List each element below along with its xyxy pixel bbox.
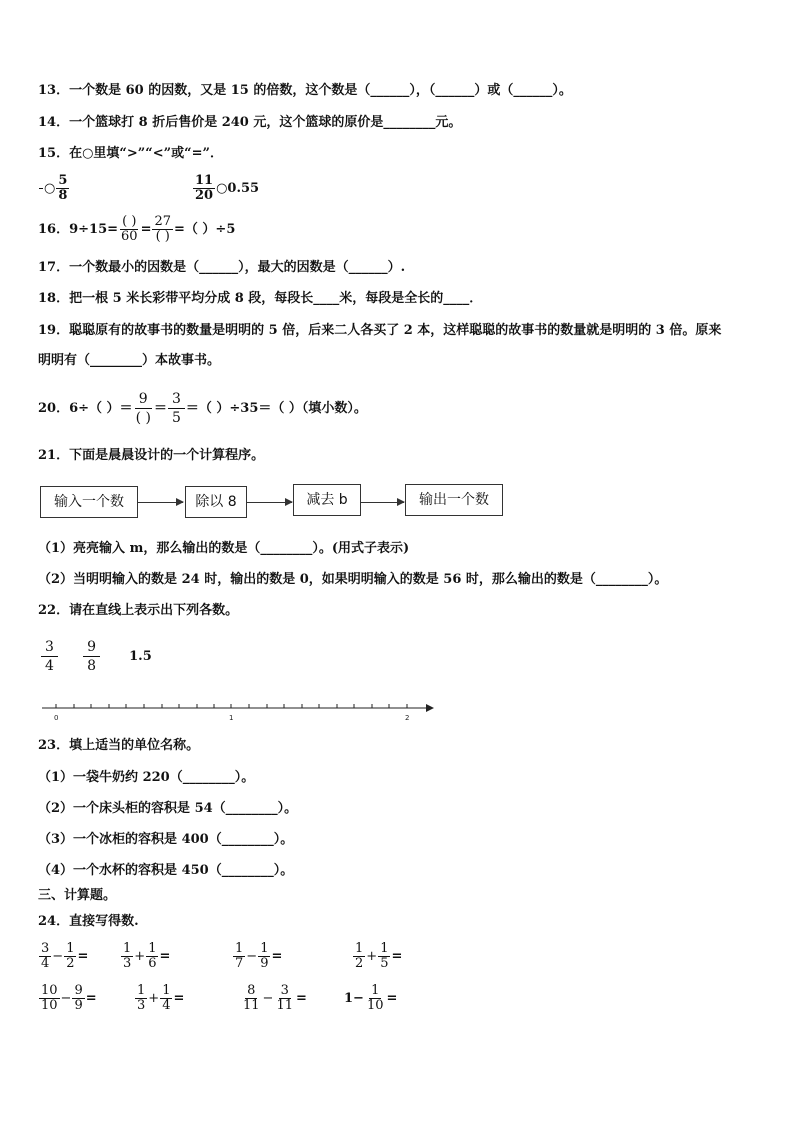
flow-arrow-icon	[137, 502, 183, 503]
question-23-item-1: （1）一袋牛奶约 220（________）。	[38, 770, 255, 785]
arrow-right-icon	[426, 704, 434, 712]
fraction: $\frac{1}{4}$	[162, 983, 171, 1013]
question-23-item-3: （3）一个冰柜的容积是 400（________）。	[38, 832, 294, 847]
question-19-line-1: 19．聪聪原有的故事书的数量是明明的 5 倍，后来二人各买了 2 本，这样聪聪的故事书的数量就是明明的 3 倍。原来	[38, 323, 722, 338]
question-19-line-2: 明明有（________）本故事书。	[38, 353, 221, 368]
fraction: $\frac{11}{20}$	[195, 173, 214, 203]
calc-item: $\frac{1}{7}$ − $\frac{1}{9}$ =	[235, 941, 283, 971]
calc-item: 1− $\frac{1}{10}$ =	[344, 983, 398, 1013]
question-20: 20．6÷（ ）＝ $\frac{9}{( )}$ ＝ $\frac{3}{5}$ ＝（ ）÷35＝（ ）（填小数）。	[38, 391, 367, 426]
fraction	[39, 188, 43, 189]
fraction: $\frac{8}{11}$	[243, 983, 260, 1013]
question-16: 16．9÷15= $\frac{( )}{60}$ = $\frac{27}{( )}$ =（ ）÷5	[38, 214, 236, 244]
tick-label-1: 1	[229, 714, 234, 722]
number-line[interactable]	[38, 698, 438, 728]
question-15-stem: 15．在○里填“>”“<”或“=”．	[38, 146, 223, 161]
fraction: $\frac{3}{4}$	[41, 941, 50, 971]
calc-item: $\frac{10}{10}$ − $\frac{9}{9}$ =	[41, 983, 97, 1013]
fraction: $\frac{9}{9}$	[74, 983, 83, 1013]
flow-box-divide: 除以 8	[185, 486, 247, 518]
number-line-ticks	[56, 704, 407, 708]
question-14: 14．一个篮球打 8 折后售价是 240 元，这个篮球的原价是________元。	[38, 115, 462, 130]
question-15-item-a: ○ $\frac{5}{8}$	[38, 174, 70, 203]
fraction: $\frac{3}{4}$	[41, 638, 58, 675]
question-17: 17．一个数最小的因数是（______），最大的因数是（______）.	[38, 260, 406, 275]
fraction: $\frac{9}{8}$	[83, 638, 100, 675]
tick-label-0: 0	[54, 714, 59, 722]
section-title-calc: 三、计算题。	[38, 888, 117, 903]
flow-box-subtract: 减去 b	[293, 484, 361, 516]
fraction: $\frac{1}{2}$	[355, 941, 364, 971]
fraction: $\frac{1}{9}$	[260, 941, 269, 971]
fraction: $\frac{( )}{60}$	[121, 214, 138, 244]
question-15-item-b: $\frac{11}{20}$ ○0.55	[195, 173, 260, 203]
fraction: $\frac{1}{10}$	[366, 983, 384, 1013]
question-22-stem: 22．请在直线上表示出下列各数。	[38, 603, 239, 618]
calc-item: $\frac{8}{11}$ − $\frac{3}{11}$ =	[243, 983, 307, 1013]
fraction: $\frac{3}{5}$	[168, 390, 185, 427]
fraction: $\frac{1}{3}$	[137, 983, 146, 1013]
tick-label-2: 2	[405, 714, 410, 722]
flow-box-output: 输出一个数	[405, 484, 503, 516]
calc-item: $\frac{3}{4}$ − $\frac{1}{2}$ =	[41, 941, 89, 971]
question-21-stem: 21．下面是晨晨设计的一个计算程序。	[38, 448, 265, 463]
fraction: $\frac{10}{10}$	[41, 983, 58, 1013]
fraction: $\frac{1}{2}$	[66, 941, 75, 971]
fraction: $\frac{1}{7}$	[235, 941, 244, 971]
question-13: 13．一个数是 60 的因数，又是 15 的倍数，这个数是（______），（______）或（______）。	[38, 83, 572, 98]
question-23-item-4: （4）一个水杯的容积是 450（________）。	[38, 863, 294, 878]
flow-box-input: 输入一个数	[40, 486, 138, 518]
question-24-stem: 24．直接写得数.	[38, 914, 139, 929]
question-18: 18．把一根 5 米长彩带平均分成 8 段，每段长____米，每段是全长的____．	[38, 291, 483, 306]
question-23-stem: 23．填上适当的单位名称。	[38, 738, 200, 753]
flow-arrow-icon	[360, 502, 404, 503]
fraction: $\frac{1}{6}$	[148, 941, 157, 971]
fraction: $\frac{3}{11}$	[276, 983, 293, 1013]
fraction: $\frac{1}{3}$	[123, 941, 132, 971]
flow-arrow-icon	[246, 502, 292, 503]
question-23-item-2: （2）一个床头柜的容积是 54（________）。	[38, 801, 298, 816]
calc-item: $\frac{1}{2}$ + $\frac{1}{5}$ =	[355, 941, 403, 971]
fraction: $\frac{1}{5}$	[380, 941, 389, 971]
question-21-sub-1: （1）亮亮输入 m，那么输出的数是（________）。(用式子表示)	[38, 541, 410, 556]
fraction: $\frac{5}{8}$	[58, 173, 68, 203]
calc-item: $\frac{1}{3}$ + $\frac{1}{6}$ =	[123, 941, 171, 971]
fraction: $\frac{27}{( )}$	[154, 214, 172, 244]
question-22-numbers: $\frac{3}{4}$ $\frac{9}{8}$ 1.5	[40, 638, 152, 675]
question-21-sub-2: （2）当明明输入的数是 24 时，输出的数是 0，如果明明输入的数是 56 时，那么输出的数是（________）。	[38, 572, 668, 587]
calc-item: $\frac{1}{3}$ + $\frac{1}{4}$ =	[137, 983, 185, 1013]
fraction: $\frac{9}{( )}$	[135, 391, 151, 426]
